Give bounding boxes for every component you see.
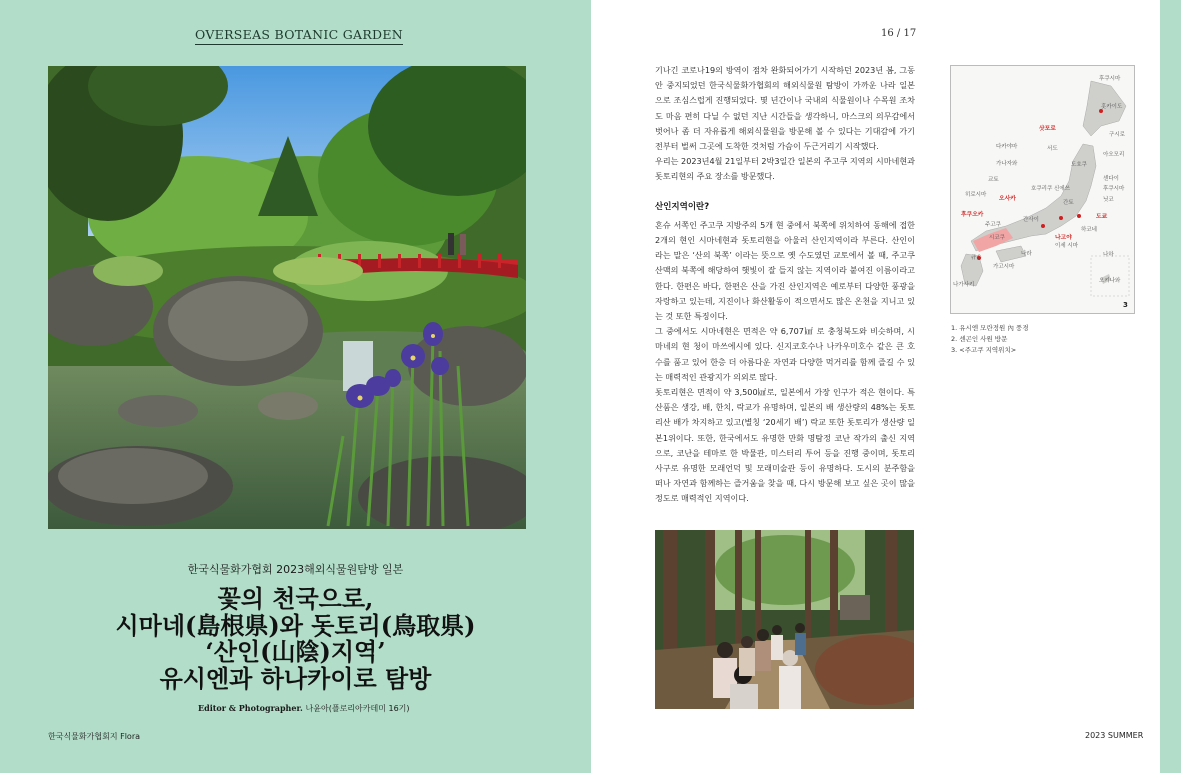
photo-captions bbox=[951, 323, 1028, 356]
map-label: 시코쿠 bbox=[989, 235, 1005, 241]
credit-label: Editor & Photographer. bbox=[198, 703, 303, 713]
map-label: 오키나와 bbox=[1099, 278, 1121, 284]
footer-left: 한국식물화가협회지 Flora bbox=[48, 732, 141, 741]
map-city-label: 후쿠오카 bbox=[961, 212, 984, 218]
paragraph: 돗토리현은 면적이 약 3,500㎢로, 일본에서 가장 인구가 적은 현이다. 특산품은 생강, 배, 한치, 락교가 유명하며, 일본의 배 생산량의 48%는 돗토리산 배가 차지하고 있고(별칭 ‘20세기 배’) 락교 또한 돗토리가 생산량 일본1위이다. 또한, 한국에서도 유명한 만화 명탐정 코난 작가의 출신 지역으로, 코난을 테마로 한 박물관, 미스터리 투어 등을 진행 중이며, 돗토리 사구로 유명한 모래언덕 및 모래미술관 등이 유명하다. 도시의 분주함을 떠나 자연과 함께하는 즐거움을 찾을 때, 다시 방문해 보고 싶은 곳이 많을 정도로 매력적인 지역이다. bbox=[655, 387, 915, 504]
map-label: 호쿠리쿠 신에쓰 bbox=[1031, 186, 1070, 192]
map-label: 닛코 bbox=[1103, 197, 1114, 203]
map-label: 나하 bbox=[1103, 252, 1114, 258]
article-title bbox=[0, 586, 591, 692]
map-label: 나라 bbox=[1021, 251, 1032, 257]
map-city-label: 나고야 bbox=[1055, 235, 1072, 241]
map-label: 후쿠시마 bbox=[1103, 186, 1125, 192]
map-label: 홋카이도 bbox=[1101, 104, 1123, 110]
map-city-label: 삿포로 bbox=[1039, 126, 1056, 132]
map-label: 주고쿠 bbox=[985, 222, 1001, 228]
caption: 2. 센곤인 사원 방문 bbox=[951, 335, 1008, 343]
temple-visit-photo bbox=[655, 530, 914, 709]
paragraph: 혼슈 서쪽인 주고쿠 지방주의 5개 현 중에서 북쪽에 위치하여 동해에 접한 2개의 현인 시마네현과 돗토리현을 아울러 산인지역이라 부른다. 산인이라는 말은 ‘산의 북쪽’ 이라는 뜻으로 옛 수도였던 교토에서 볼 때, 주고쿠 산맥의 북쪽에 해당하여 햇빛이 잘 들지 않는 지역이라 붙여진 이름이라고 한다. 한편은 바다, 한편은 산을 가진 산인지역은 예로부터 다양한 풍광을 자랑하고 있는데, 지진이나 화산활동이 적으면서도 많은 온천을 지니고 있는 것 또한 특징이다. bbox=[655, 219, 915, 322]
map-label: 교토 bbox=[988, 177, 999, 183]
map-label: 하코네 bbox=[1081, 227, 1097, 233]
map-label: 간토 bbox=[1063, 200, 1074, 206]
map-city-label: 오사카 bbox=[999, 196, 1016, 202]
map-label: 아오모리 bbox=[1103, 152, 1125, 158]
map-label: 이세 시마 bbox=[1055, 243, 1079, 249]
map-label: 센다이 bbox=[1103, 176, 1119, 182]
map-label: 다카야마 bbox=[996, 144, 1018, 150]
map-label: 히로시마 bbox=[965, 192, 987, 198]
title-line: ‘산인(山陰)지역’ bbox=[205, 637, 386, 666]
map-label: 도호쿠 bbox=[1071, 162, 1087, 168]
footer-right: 2023 SUMMER bbox=[1085, 731, 1144, 740]
page-number: 16 / 17 bbox=[881, 28, 917, 39]
map-label: 간사이 bbox=[1023, 217, 1039, 223]
map-city-label: 도쿄 bbox=[1096, 214, 1108, 220]
map-label: 나가사키 bbox=[953, 282, 975, 288]
map-label: 가고시마 bbox=[993, 264, 1015, 270]
map-label: 구시로 bbox=[1109, 132, 1125, 138]
map-label: 가나자와 bbox=[996, 161, 1018, 167]
section-heading: 산인지역이란? bbox=[655, 201, 710, 212]
paragraph: 우리는 2023년4월 21일부터 2박3일간 일본의 주고쿠 지역의 시마네현과 돗토리현의 주요 장소를 방문했다. bbox=[655, 156, 915, 182]
right-page-edge bbox=[1160, 0, 1181, 773]
title-line: 유시엔과 하나카이로 탐방 bbox=[159, 663, 432, 693]
japanese-garden-photo bbox=[48, 66, 526, 529]
chugoku-region-map bbox=[950, 65, 1135, 314]
paragraph: 그 중에서도 시마네현은 면적은 약 6,707㎢ 로 충청북도와 비슷하며, 시마네의 현 청이 마쓰에시에 있다. 신지코호수나 나카우미호수 같은 큰 호수를 품고 있어 한층 더 아름다운 자연과 다양한 먹거리를 함께 즐길 수 있는 매력적인 관광지가 의외로 많다. bbox=[655, 326, 915, 382]
credit bbox=[198, 703, 410, 714]
section-label: OVERSEAS BOTANIC GARDEN bbox=[195, 27, 403, 45]
article-subtitle: 한국식물화가협회 2023해외식물원탐방 일본 bbox=[187, 563, 404, 576]
map-number: 3 bbox=[1123, 301, 1128, 309]
article-body bbox=[655, 63, 915, 507]
map-label: 서도 bbox=[1047, 146, 1058, 152]
map-label: 규슈 bbox=[971, 255, 982, 261]
map-label: 후쿠시마 bbox=[1099, 76, 1121, 82]
title-line: 시마네(島根県)와 돗토리(鳥取県) bbox=[115, 610, 476, 640]
caption: 3. <주고쿠 지역위치> bbox=[951, 346, 1017, 354]
paragraph: 기나긴 코로나19의 방역이 점차 완화되어가기 시작하던 2023년 봄, 그동안 중지되었던 한국식물화가협회의 해외식물원 탐방이 가까운 나라 일본으로 조심스럽게 진행되었다. 몇 년간이나 국내의 식물원이나 수목원 조차도 마음 편히 다닐 수 없던 지난 시간들을 생각하니, 마스크의 의무감에서 벗어나 좀 더 자유롭게 해외식물원을 방문해 볼 수 있다는 기대감에 가기 전부터 벌써 그곳에 도착한 것처럼 가슴이 두근거리기 시작했다. bbox=[655, 65, 915, 152]
caption: 1. 유시엔 모란정원 內 풍경 bbox=[951, 324, 1029, 332]
title-line: 꽃의 천국으로, bbox=[217, 584, 374, 613]
credit-name: 나윤아(플로리아카데미 16기) bbox=[305, 704, 410, 713]
